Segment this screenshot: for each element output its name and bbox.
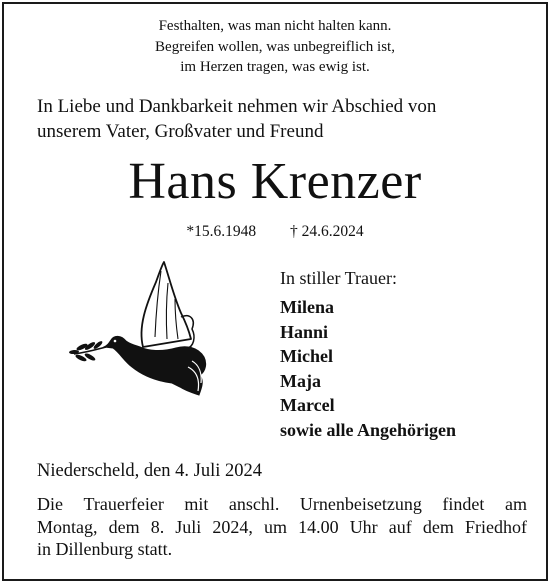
word: Juli bbox=[175, 516, 202, 537]
ceremony-line-3: in Dillenburg statt. bbox=[37, 539, 173, 559]
word: Uhr bbox=[349, 516, 378, 537]
word: mit bbox=[184, 494, 209, 514]
word: 2024, bbox=[212, 516, 253, 537]
mourner-name: Maja bbox=[280, 370, 321, 391]
mourner-name: Marcel bbox=[280, 395, 335, 415]
death-date: † 24.6.2024 bbox=[290, 223, 364, 240]
word: auf bbox=[388, 516, 412, 537]
intro-line: In Liebe und Dankbarkeit nehmen wir Abschied von bbox=[37, 96, 437, 117]
word: um bbox=[263, 516, 287, 537]
life-dates bbox=[4, 222, 546, 242]
word: anschl. bbox=[228, 494, 280, 514]
mourners-block bbox=[280, 266, 530, 442]
word: 14.00 bbox=[298, 516, 339, 537]
word: dem bbox=[422, 516, 454, 537]
intro-line: unserem Vater, Großvater und Freund bbox=[37, 121, 324, 142]
mourning-title: In stiller Trauer: bbox=[280, 268, 397, 288]
dove-with-olive-branch-icon bbox=[68, 257, 243, 407]
word: Die bbox=[37, 494, 63, 514]
poem-line: Begreifen wollen, was unbegreiflich ist, bbox=[155, 38, 395, 55]
word: Urnenbeisetzung bbox=[299, 494, 422, 514]
mourner-relatives: sowie alle Angehörigen bbox=[280, 419, 456, 440]
word: 8. bbox=[150, 516, 165, 537]
mourner-name: Michel bbox=[280, 346, 333, 366]
poem-line: Festhalten, was man nicht halten kann. bbox=[158, 18, 392, 34]
birth-date: *15.6.1948 bbox=[186, 223, 257, 240]
word: findet bbox=[442, 494, 485, 514]
mourner-name: Milena bbox=[280, 297, 334, 317]
funeral-service-notice bbox=[37, 493, 527, 561]
word: Trauerfeier bbox=[83, 494, 164, 514]
word: Montag, bbox=[37, 516, 98, 537]
word: am bbox=[504, 494, 527, 514]
farewell-intro bbox=[37, 94, 527, 144]
deceased-name: Hans Krenzer bbox=[128, 153, 422, 210]
place-and-date: Niederscheld, den 4. Juli 2024 bbox=[37, 461, 263, 481]
word: dem bbox=[108, 516, 140, 537]
ceremony-line-2 bbox=[37, 516, 527, 539]
poem-line: im Herzen tragen, was ewig ist. bbox=[180, 59, 370, 75]
mourner-list bbox=[280, 295, 530, 442]
ceremony-line-1 bbox=[37, 493, 527, 516]
poem bbox=[4, 16, 546, 78]
obituary-card bbox=[2, 2, 548, 581]
mourner-name: Hanni bbox=[280, 321, 329, 342]
word: Friedhof bbox=[464, 516, 527, 537]
